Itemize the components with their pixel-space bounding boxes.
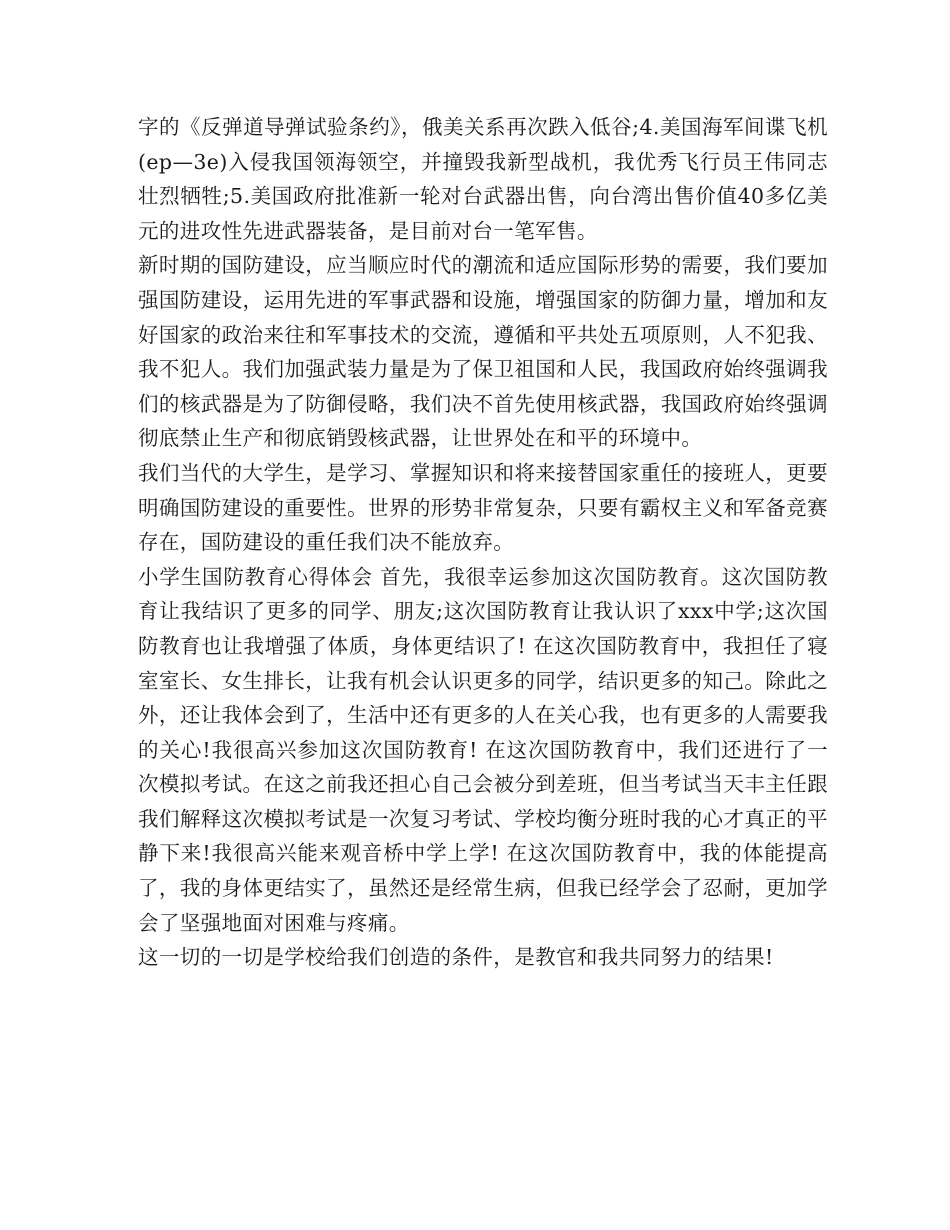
paragraph-3: 我们当代的大学生，是学习、掌握知识和将来接替国家重任的接班人，更要明确国防建设的重要性。世界的形势非常复杂，只要有霸权主义和军备竞赛存在，国防建设的重任我们决不能放弃。 bbox=[138, 460, 828, 555]
paragraph-2: 新时期的国防建设，应当顺应时代的潮流和适应国际形势的需要，我们要加强国防建设，运用先进的军事武器和设施，增强国家的防御力量，增加和友好国家的政治来往和军事技术的交流，遵循和平共处五项原则，人不犯我、我不犯人。我们加强武装力量是为了保卫祖国和人民，我国政府始终强调我们的核武器是为了防御侵略，我们决不首先使用核武器，我国政府始终强调彻底禁止生产和彻底销毁核武器，让世界处在和平的环境中。 bbox=[138, 253, 828, 451]
paragraph-4: 小学生国防教育心得体会 首先，我很幸运参加这次国防教育。这次国防教育让我结识了更多的同学、朋友;这次国防教育让我认识了xxx中学;这次国防教育也让我增强了体质，身体更结识了! 在这次国防教育中，我担任了寝室室长、女生排长，让我有机会认识更多的同学，结识更多的知己。除此之外，还让我体会到了，生活中还有更多的人在关心我，也有更多的人需要我的关心!我很高兴参加这次国防教育! 在这次国防教育中，我们还进行了一次模拟考试。在这之前我还担心自己会被分到差班，但当考试当天丰主任跟我们解释这次模拟考试是一次复习考试、学校均衡分班时我的心才真正的平静下来!我很高兴能来观音桥中学上学! 在这次国防教育中，我的体能提高了，我的身体更结实了，虽然还是经常生病，但我已经学会了忍耐，更加学会了坚强地面对困难与疼痛。 bbox=[138, 564, 828, 935]
paragraph-5: 这一切的一切是学校给我们创造的条件，是教官和我共同努力的结果! bbox=[138, 945, 774, 970]
document-body bbox=[138, 110, 828, 975]
paragraph-1: 字的《反弹道导弹试验条约》，俄美关系再次跌入低谷;4.美国海军间谍飞机(ep—3e)入侵我国领海领空，并撞毁我新型战机，我优秀飞行员王伟同志壮烈牺牲;5.美国政府批准新一轮对台武器出售，向台湾出售价值40多亿美元的进攻性先进武器装备，是目前对台一笔军售。 bbox=[138, 115, 828, 243]
